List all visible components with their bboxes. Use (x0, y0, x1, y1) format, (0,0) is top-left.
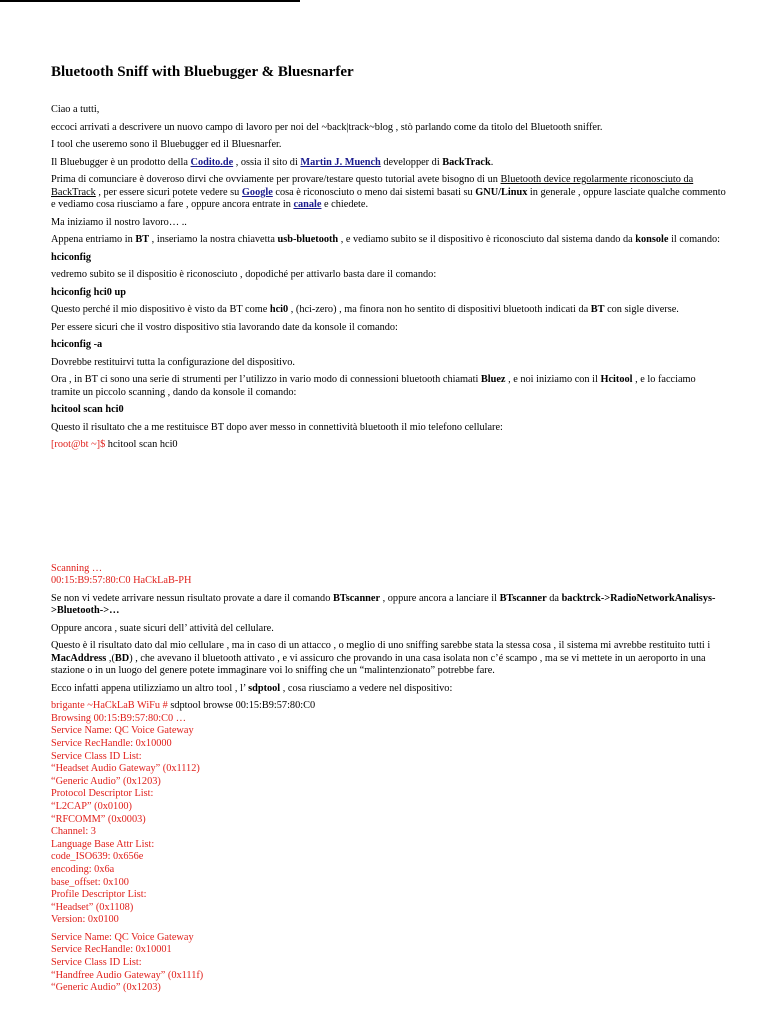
terminal-prompt: [root@bt ~]$ hcitool scan hci0 (51, 439, 178, 450)
code-line: “Generic Audio” (0x1203) (51, 982, 161, 994)
paragraph-tools: I tool che useremo sono il Bluebugger ed il Bluesnarfer. (51, 139, 282, 150)
paragraph-recognized: vedremo subito se il dispositio è riconosciuto , dopodiché per attivarlo basta dare il comando: (51, 269, 437, 280)
code-line: Protocol Descriptor List: (51, 788, 154, 800)
command-hciconfig-up: hciconfig hci0 up (51, 286, 126, 298)
code-line: Scanning … (51, 562, 103, 574)
paragraph-bluebugger: Il Bluebugger è un prodotto della Codito.de , ossia il sito di Martin J. Muench developper di BackTrack. (51, 156, 494, 168)
paragraph-result: Questo il risultato che a me restituisce BT dopo aver messo in connettività bluetooth il mio telefono cellulare: (51, 421, 503, 433)
code-line: Service Name: QC Voice Gateway (51, 725, 194, 737)
code-line: 00:15:B9:57:80:C0 HaCkLaB-PH (51, 575, 192, 587)
paragraph-usb: Appena entriamo in BT , inseriamo la nostra chiavetta usb-bluetooth , e vediamo subito se il dispositivo è riconosciuto dal sistema dando da konsole il comando: (51, 234, 720, 245)
code-line: Service Name: QC Voice Gateway (51, 931, 194, 943)
paragraph-btscanner: Se non vi vedete arrivare nessun risultato provate a dare il comando BTscanner , oppure ancora a lanciare il BTscanner da backtrck->RadioNetworkAnalisys->Bluetooth->… (51, 592, 716, 617)
codito-link[interactable]: Codito.de (190, 156, 234, 168)
paragraph-intro: eccoci arrivati a descrivere un nuovo campo di lavoro per noi del ~back|track~blog , stò parlando come da titolo del Bluetooth sniffer. (51, 121, 603, 133)
paragraph-activity: Oppure ancora , suate sicuri dell’ attività del cellulare. (51, 622, 274, 634)
code-line: “Handfree Audio Gateway” (0x111f) (51, 969, 204, 981)
canale-link[interactable]: canale (293, 199, 322, 210)
google-link[interactable]: Google (241, 186, 273, 198)
paragraph-check: Per essere sicuri che il vostro dispositivo stia lavorando date da konsole il comando: (51, 321, 398, 333)
code-line: Channel: 3 (51, 826, 96, 838)
sdp-output-2 (51, 932, 726, 995)
code-line: Service Class ID List: (51, 750, 142, 762)
code-line: base_offset: 0x100 (51, 876, 129, 888)
paragraph-hci0: Questo perché il mio dispositivo è visto da BT come hci0 , (hci-zero) , ma finora non ho sentito di dispositivi bluetooth indicati da BT con sigle diverse. (51, 304, 679, 315)
paragraph-config: Dovrebbe restituirvi tutta la configurazione del dispositivo. (51, 356, 295, 368)
page-title: Bluetooth Sniff with Bluebugger & Bluesnarfer (51, 64, 354, 80)
paragraph-requirements: Prima di comunciare è doveroso dirvi che ovviamente per provare/testare questo tutorial avete bisogno di un Bluetooth device regolarmente riconosciuto da BackTrack , per essere sicuri potete vedere su Google cosa è riconosciuto o meno dai sistemi basati su GNU/Linux in generale , oppure lasciate qualche commento e vediamo cosa riusciamo a fare , oppure ancora entrate in canale e chiedete. (51, 174, 726, 210)
blank-space (51, 457, 726, 563)
scan-output (51, 563, 726, 588)
code-line: Language Base Attr List: (51, 838, 155, 850)
paragraph-greeting: Ciao a tutti, (51, 104, 100, 115)
code-line: “RFCOMM” (0x0003) (51, 813, 146, 825)
paragraph-macaddress: Questo è il risultato dato dal mio cellulare , ma in caso di un attacco , o meglio di uno sniffing sarebbe stata la stessa cosa , il sistema mi avrebbe restituito tutti i MacAddress ,(BD) , che avevano il bluetooth attivato , e vi assicuro che provando in una casa isolata non c’é scampo , ma se vi mettete in un aeroporto in una stazione o in un luogo del genere potete immaginare voi lo sniffing che un “malintenzionato” potrebbe fare. (51, 640, 711, 677)
code-line: Service Class ID List: (51, 957, 142, 969)
paragraph-start: Ma iniziamo il nostro lavoro… .. (51, 216, 187, 228)
code-line: Profile Descriptor List: (51, 889, 147, 901)
code-line: “L2CAP” (0x0100) (51, 800, 132, 812)
code-line: brigante ~HaCkLaB WiFu # sdptool browse 00:15:B9:57:80:C0 (51, 700, 316, 712)
code-line: “Headset Audio Gateway” (0x1112) (51, 763, 200, 775)
top-rule (0, 0, 300, 2)
code-line: code_ISO639: 0x656e (51, 851, 144, 863)
paragraph-bluez: Ora , in BT ci sono una serie di strumenti per l’utilizzo in vario modo di connessioni bluetooth chiamati Bluez , e noi iniziamo con il Hcitool , e lo facciamo tramite un piccolo scanning , dando da konsole il comando: (51, 374, 696, 398)
article-body (51, 104, 726, 1000)
command-hciconfig-a: hciconfig -a (51, 339, 103, 350)
code-line: “Headset” (0x1108) (51, 901, 134, 913)
code-line: Version: 0x0100 (51, 914, 119, 926)
code-line: encoding: 0x6a (51, 863, 115, 875)
command-hcitool-scan: hcitool scan hci0 (51, 404, 124, 415)
bluetooth-device-link[interactable]: Bluetooth device regolarmente riconosciuto da BackTrack (51, 174, 694, 198)
command-hciconfig: hciconfig (51, 251, 92, 263)
code-line: Service RecHandle: 0x10000 (51, 737, 172, 749)
code-line: “Generic Audio” (0x1203) (51, 775, 161, 787)
sdp-output-1 (51, 700, 726, 927)
paragraph-sdptool: Ecco infatti appena utilizziamo un altro tool , l’ sdptool , cosa riusciamo a vedere nel dispositivo: (51, 682, 453, 694)
code-line: Service RecHandle: 0x10001 (51, 944, 172, 956)
code-line: Browsing 00:15:B9:57:80:C0 … (51, 712, 187, 724)
martin-muench-link[interactable]: Martin J. Muench (300, 156, 381, 168)
